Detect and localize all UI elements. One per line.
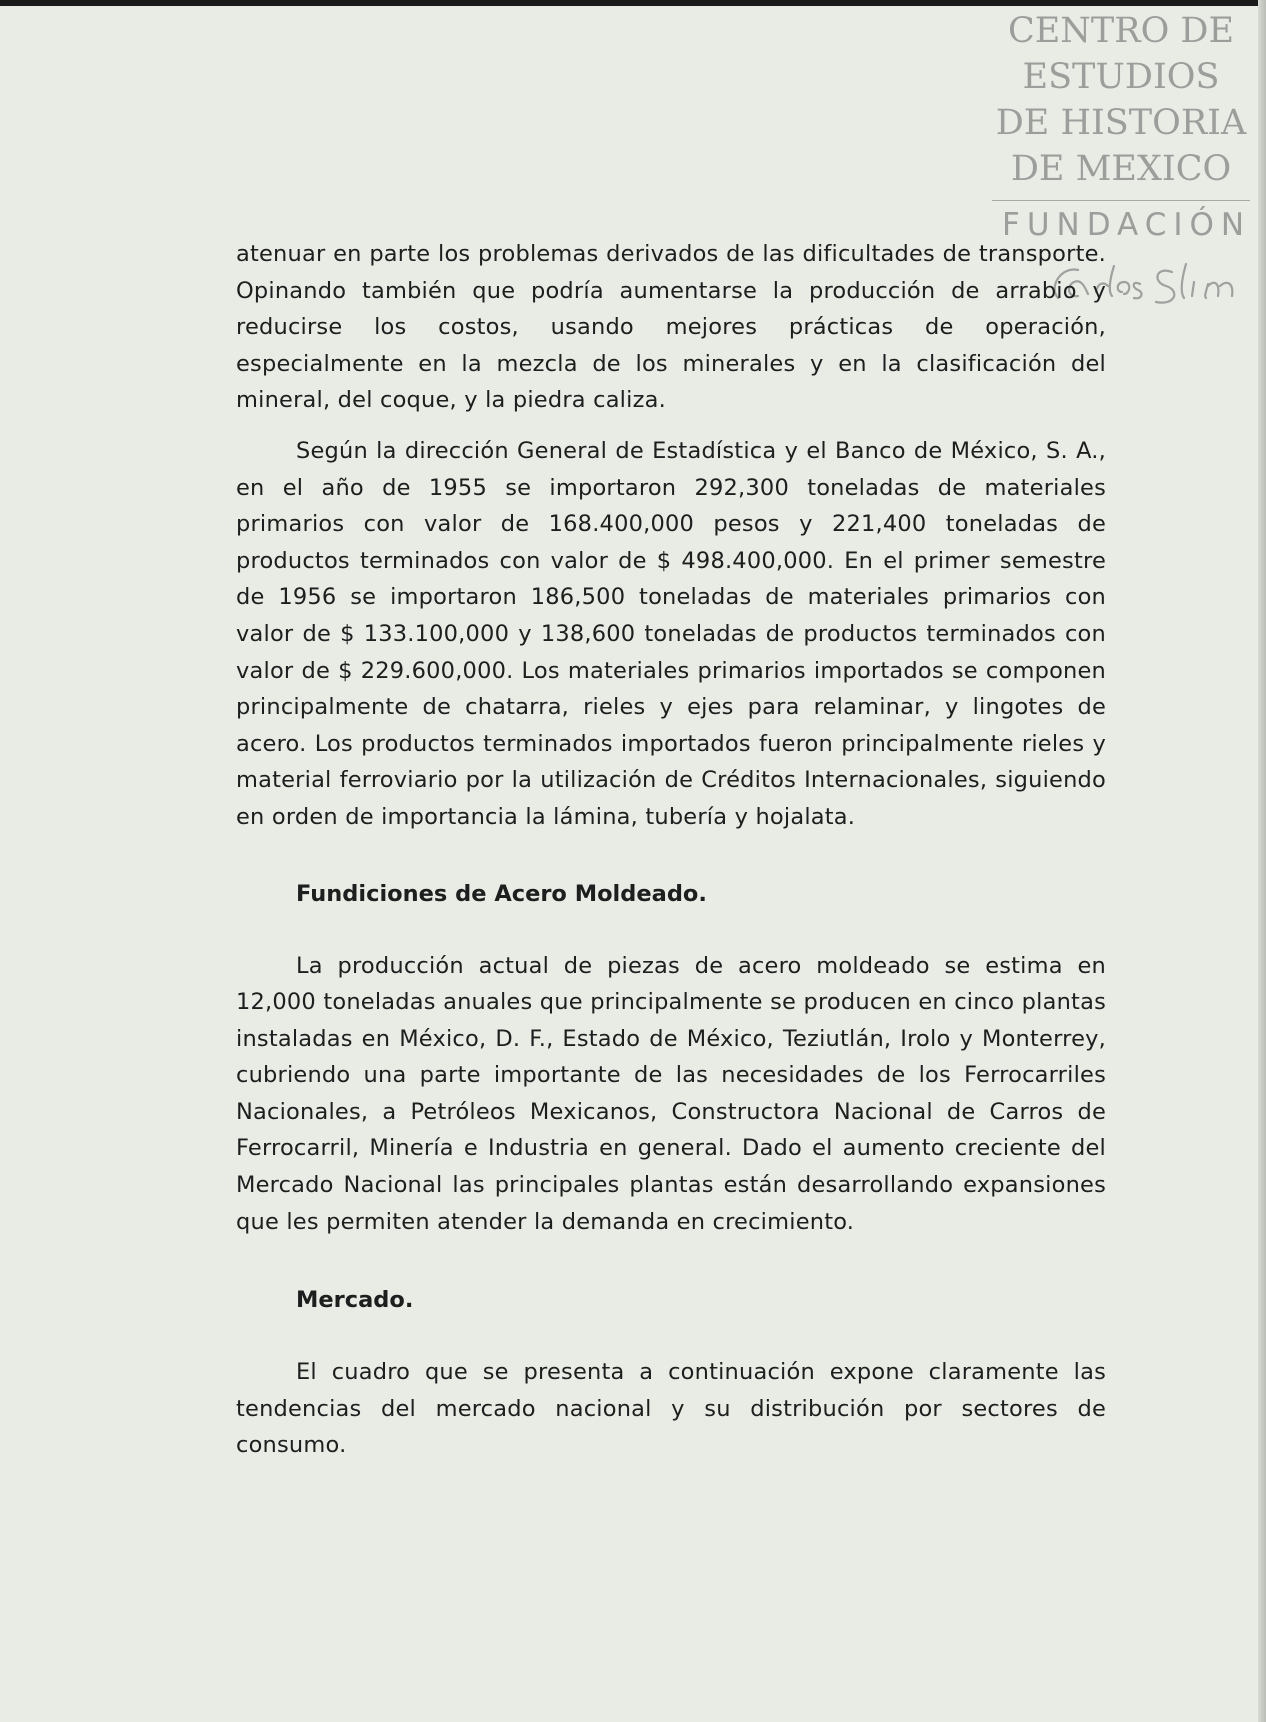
paragraph-foundries: La producción actual de piezas de acero moldeado se estima en 12,000 toneladas anuales que principalmente se producen en cinco plantas instaladas en México, D. F., Estado de México, Teziutlán, Irolo y Monterrey, cubriendo una parte importante de las necesidades de los Ferrocarriles Nacionales, a Petróleos Mexicanos, Constructora Nacional de Carros de Ferrocarril, Minería e Industria en general. Dado el aumento creciente del Mercado Nacional las principales plantas están desarrollando expansiones que les permiten atender la demanda en crecimiento. [236, 952, 1106, 1235]
watermark-line: DE HISTORIA [995, 103, 1247, 143]
archive-watermark [986, 8, 1256, 245]
watermark-divider [992, 200, 1250, 201]
paragraph-market: El cuadro que se presenta a continuación expone claramente las tendencias del mercado nacional y su distribución por sectores de consumo. [236, 1359, 1106, 1459]
watermark-line: CENTRO DE [1007, 11, 1235, 51]
watermark-foundation: FUNDACIÓN [1002, 207, 1252, 243]
document-body [236, 236, 1106, 1464]
paragraph-intro: atenuar en parte los problemas derivados de las dificultades de transporte. Opinando también que podría aumentarse la producción de arrabio y reducirse los costos, usando mejores prácticas de operación, especialmente en la mezcla de los minerales y en la clasificación del mineral, del coque, y la piedra caliza. [236, 241, 1106, 414]
paragraph-imports: Según la dirección General de Estadística y el Banco de México, S. A., en el año de 1955 se importaron 292,300 toneladas de materiales primarios con valor de 168.400,000 pesos y 221,400 toneladas de productos terminados con valor de $ 498.400,000. En el primer semestre de 1956 se importaron 186,500 toneladas de materiales primarios con valor de $ 133.100,000 y 138,600 toneladas de productos terminados con valor de $ 229.600,000. Los materiales primarios importados se componen principalmente de chatarra, rieles y ejes para relaminar, y lingotes de acero. Los productos terminados importados fueron principalmente rieles y material ferroviario por la utilización de Créditos Internacionales, siguiendo en orden de importancia la lámina, tubería y hojalata. [236, 437, 1106, 830]
watermark-line: ESTUDIOS [1022, 57, 1220, 97]
section-heading-market: Mercado. [296, 1287, 414, 1314]
section-heading-foundries: Fundiciones de Acero Moldeado. [296, 880, 707, 907]
scan-top-edge [0, 0, 1266, 6]
watermark-line: DE MEXICO [1010, 149, 1232, 189]
